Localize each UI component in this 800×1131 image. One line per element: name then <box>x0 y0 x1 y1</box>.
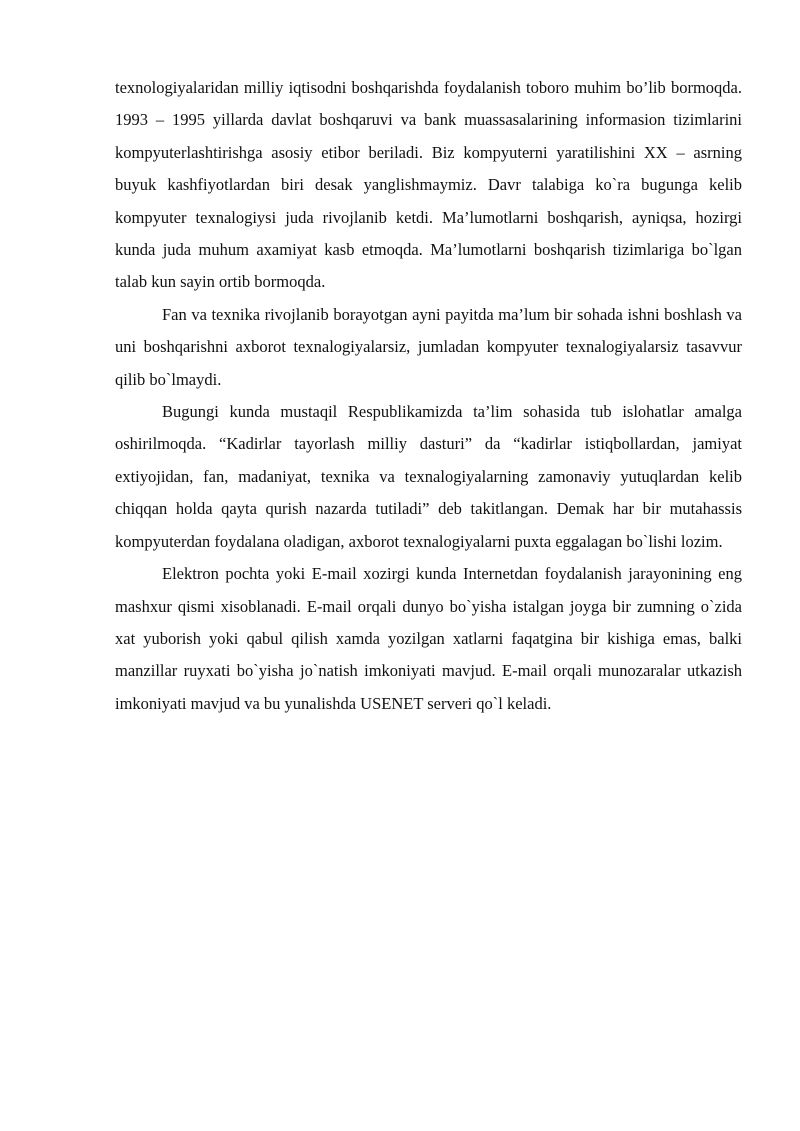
paragraph-bugungi-kunda: Bugungi kunda mustaqil Respublikamizda ta’lim sohasida tub islohatlar amalga oshirilmoqda. “Kadirlar tayorlash milliy dasturi” da “kadirlar istiqbollardan, jamiyat extiyojidan, fan, madaniyat, texnika va texnalogiyalarning zamonaviy yutuqlardan kelib chiqqan holda qayta qurish nazarda tutiladi” deb takitlangan. Demak har bir mutahassis kompyuterdan foydalana oladigan, axborot texnalogiyalarni puxta eggalagan bo`lishi lozim. <box>115 402 742 551</box>
document-body <box>115 72 742 720</box>
paragraph-continuation: texnologiyalaridan milliy iqtisodni boshqarishda foydalanish toboro muhim bo’lib bormoqda. 1993 – 1995 yillarda davlat boshqaruvi va bank muassasalarining informasion tizimlarini kompyuterlashtirishga asosiy etibor beriladi. Biz kompyuterni yaratilishini XX – asrning buyuk kashfiyotlardan biri desak yanglishmaymiz. Davr talabiga ko`ra bugunga kelib kompyuter texnalogiysi juda rivojlanib ketdi. Ma’lumotlarni boshqarish, ayniqsa, hozirgi kunda juda muhum axamiyat kasb etmoqda. Ma’lumotlarni boshqarish tizimlariga bo`lgan talab kun sayin ortib bormoqda. <box>115 78 742 292</box>
paragraph-elektron-pochta: Elektron pochta yoki E-mail xozirgi kunda Internetdan foydalanish jarayonining eng mashxur qismi xisoblanadi. E-mail orqali dunyo bo`yisha istalgan joyga bir zumning o`zida xat yuborish yoki qabul qilish xamda yozilgan xatlarni faqatgina bir kishiga emas, balki manzillar ruyxati bo`yisha jo`natish imkoniyati mavjud. E-mail orqali munozaralar utkazish imkoniyati mavjud va bu yunalishda USENET serveri qo`l keladi. <box>115 564 742 713</box>
paragraph-fan-va-texnika: Fan va texnika rivojlanib borayotgan ayni payitda ma’lum bir sohada ishni boshlash va uni boshqarishni axborot texnalogiyalarsiz, jumladan kompyuter texnalogiyalarsiz tasavvur qilib bo`lmaydi. <box>115 304 742 389</box>
